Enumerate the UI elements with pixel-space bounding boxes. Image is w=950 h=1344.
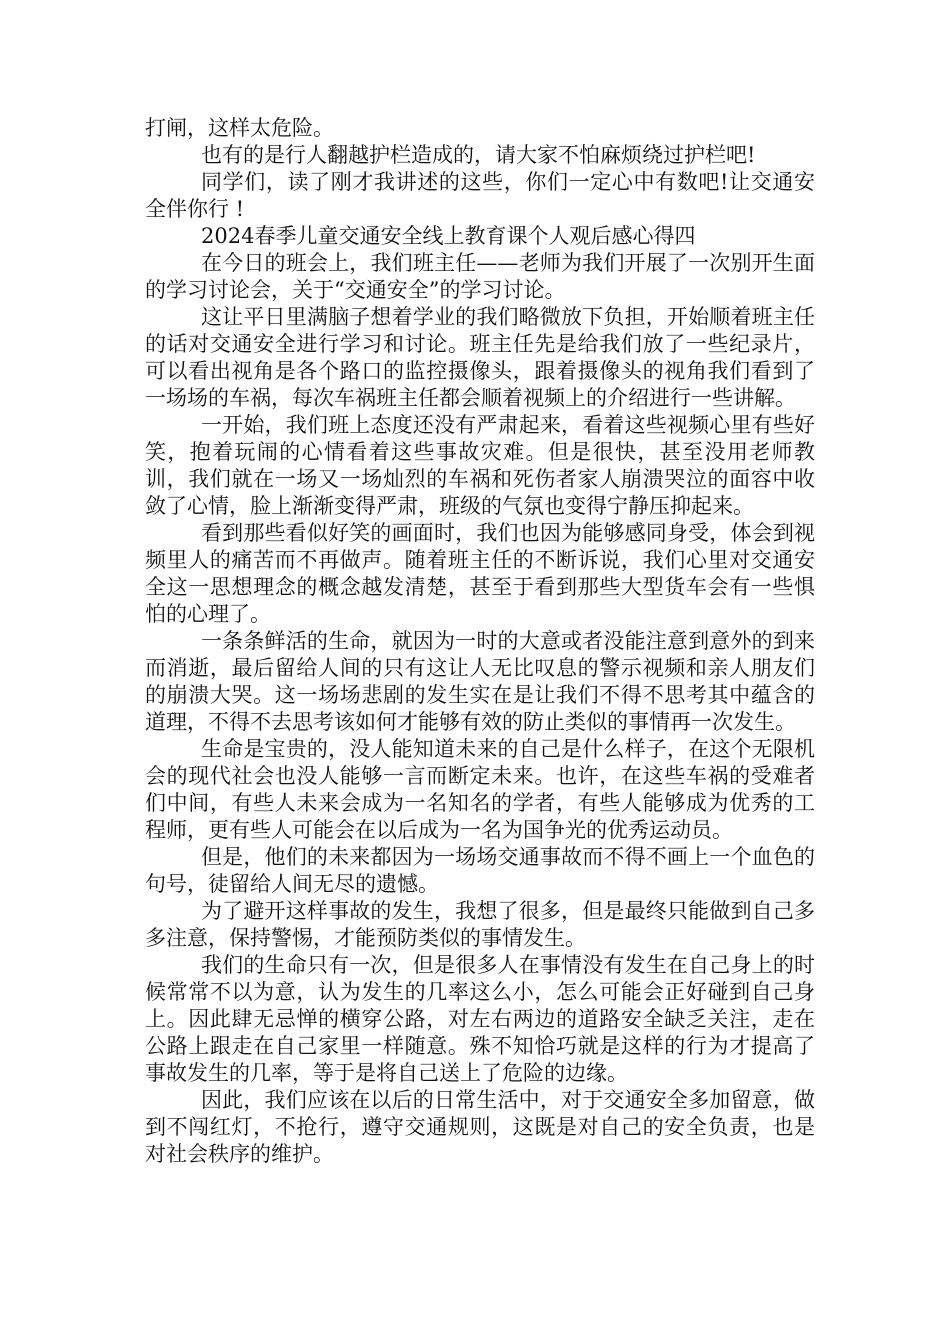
document-page [145,115,815,1168]
paragraph: 也有的是行人翻越护栏造成的，请大家不怕麻烦绕过护栏吧! [201,143,756,167]
paragraph: 为了避开这样事故的发生，我想了很多，但是最终只能做到自己多多注意，保持警惕，才能预防类似的事情发生。 [145,899,815,950]
paragraph: 因此，我们应该在以后的日常生活中，对于交通安全多加留意，做到不闯红灯，不抢行，遵守交通规则，这既是对自己的安全负责，也是对社会秩序的维护。 [145,1088,815,1166]
paragraph: 同学们，读了刚才我讲述的这些，你们一定心中有数吧!让交通安全伴你行 ! [145,170,815,221]
section-heading: 2024春季儿童交通安全线上教育课个人观后感心得四 [201,224,696,248]
paragraph: 打闸，这样太危险。 [145,116,334,140]
paragraph: 这让平日里满脑子想着学业的我们略微放下负担，开始顺着班主任的话对交通安全进行学习和讨论。班主任先是给我们放了一些纪录片，可以看出视角是各个路口的监控摄像头，跟着摄像头的视角我们看到了一场场的车祸，每次车祸班主任都会顺着视频上的介绍进行一些讲解。 [145,305,815,410]
paragraph: 一条条鲜活的生命，就因为一时的大意或者没能注意到意外的到来而消逝，最后留给人间的只有这让人无比叹息的警示视频和亲人朋友们的崩溃大哭。这一场场悲剧的发生实在是让我们不得不思考其中蕴含的道理，不得不去思考该如何才能够有效的防止类似的事情再一次发生。 [145,629,815,734]
paragraph: 在今日的班会上，我们班主任——老师为我们开展了一次别开生面的学习讨论会，关于“交通安全”的学习讨论。 [145,251,815,302]
paragraph: 生命是宝贵的，没人能知道未来的自己是什么样子，在这个无限机会的现代社会也没人能够一言而断定未来。也许，在这些车祸的受难者们中间，有些人未来会成为一名知名的学者，有些人能够成为优秀的工程师，更有些人可能会在以后成为一名为国争光的优秀运动员。 [145,737,815,842]
paragraph: 看到那些看似好笑的画面时，我们也因为能够感同身受，体会到视频里人的痛苦而不再做声。随着班主任的不断诉说，我们心里对交通安全这一思想理念的概念越发清楚，甚至于看到那些大型货车会有一些惧怕的心理了。 [145,521,815,626]
paragraph: 但是，他们的未来都因为一场场交通事故而不得不画上一个血色的句号，徒留给人间无尽的遗憾。 [145,845,815,896]
paragraph: 我们的生命只有一次，但是很多人在事情没有发生在自己身上的时候常常不以为意，认为发生的几率这么小，怎么可能会正好碰到自己身上。因此肆无忌惮的横穿公路，对左右两边的道路安全缺乏关注，走在公路上跟走在自己家里一样随意。殊不知恰巧就是这样的行为才提高了事故发生的几率，等于是将自己送上了危险的边缘。 [145,953,815,1085]
paragraph: 一开始，我们班上态度还没有严肃起来，看着这些视频心里有些好笑，抱着玩闹的心情看着这些事故灾难。但是很快，甚至没用老师教训，我们就在一场又一场灿烈的车祸和死伤者家人崩溃哭泣的面容中收敛了心情，脸上渐渐变得严肃，班级的气氛也变得宁静压抑起来。 [145,413,815,518]
